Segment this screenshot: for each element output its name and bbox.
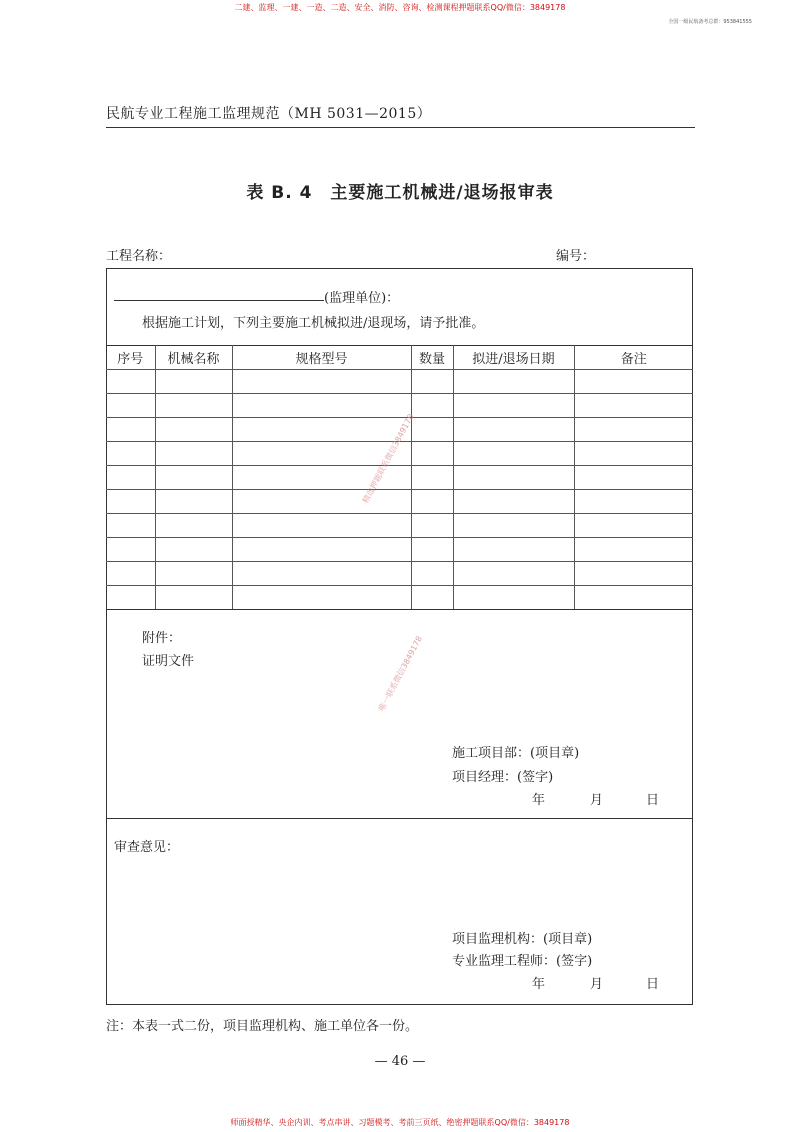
bottom-promo-banner: 师面授精华、央企内训、考点串讲、习题模考、考前三页纸、绝密押题联系QQ/微信：3849178 bbox=[230, 1118, 570, 1127]
table-cell bbox=[453, 586, 574, 610]
table-row bbox=[106, 394, 693, 418]
table-cell bbox=[411, 394, 453, 418]
table-cell bbox=[232, 562, 411, 586]
table-cell bbox=[106, 394, 155, 418]
table-cell bbox=[155, 490, 232, 514]
table-cell bbox=[453, 370, 574, 394]
table-cell bbox=[574, 514, 693, 538]
addressee-blank-line bbox=[114, 300, 324, 301]
table-cell bbox=[453, 394, 574, 418]
table-row bbox=[106, 490, 693, 514]
table-cell bbox=[574, 394, 693, 418]
table-row bbox=[106, 538, 693, 562]
table-cell bbox=[411, 586, 453, 610]
table-cell bbox=[106, 418, 155, 442]
review-date-day: 日 bbox=[646, 977, 660, 992]
table-cell bbox=[232, 514, 411, 538]
table-row bbox=[106, 370, 693, 394]
table-cell bbox=[106, 538, 155, 562]
table-cell bbox=[106, 466, 155, 490]
table-cell bbox=[411, 442, 453, 466]
date-day: 日 bbox=[646, 793, 660, 808]
section-divider bbox=[106, 818, 693, 819]
table-cell bbox=[106, 514, 155, 538]
table-cell bbox=[574, 466, 693, 490]
table-cell bbox=[232, 394, 411, 418]
running-header: 民航专业工程施工监理规范（MH 5031—2015） bbox=[106, 106, 432, 122]
table-cell bbox=[453, 466, 574, 490]
table-cell bbox=[106, 370, 155, 394]
date-month: 月 bbox=[590, 793, 604, 808]
table-cell bbox=[155, 418, 232, 442]
table-row bbox=[106, 514, 693, 538]
contractor-dept-seal: 施工项目部：(项目章) bbox=[452, 746, 580, 761]
table-cell bbox=[411, 370, 453, 394]
table-cell bbox=[155, 394, 232, 418]
table-row bbox=[106, 586, 693, 610]
table-cell bbox=[155, 562, 232, 586]
corner-note: 全国一级民航备考总群：953841555 bbox=[668, 19, 752, 25]
review-date-year: 年 bbox=[532, 977, 546, 992]
page-number: — 46 — bbox=[374, 1054, 426, 1069]
table-cell bbox=[106, 490, 155, 514]
machine-table bbox=[106, 345, 693, 610]
table-cell bbox=[574, 418, 693, 442]
table-cell bbox=[106, 562, 155, 586]
table-cell bbox=[453, 562, 574, 586]
table-header-row bbox=[106, 346, 693, 370]
top-promo-banner: 二建、监理、一建、一造、二造、安全、消防、咨询、检测课程押题联系QQ/微信：3849178 bbox=[234, 3, 566, 12]
table-cell bbox=[574, 586, 693, 610]
header-rule bbox=[106, 127, 695, 128]
table-cell bbox=[574, 490, 693, 514]
table-row bbox=[106, 562, 693, 586]
col-header-machine-name: 机械名称 bbox=[155, 346, 232, 370]
table-cell bbox=[232, 418, 411, 442]
table-cell bbox=[411, 562, 453, 586]
watermark: 精选押题联系微信3849178 bbox=[360, 412, 416, 505]
table-cell bbox=[155, 466, 232, 490]
form-title: 表 B. 4 主要施工机械进/退场报审表 bbox=[246, 183, 554, 203]
table-cell bbox=[411, 466, 453, 490]
request-intro: 根据施工计划，下列主要施工机械拟进/退现场，请予批准。 bbox=[142, 316, 485, 331]
table-cell bbox=[453, 490, 574, 514]
table-cell bbox=[453, 514, 574, 538]
table-cell bbox=[232, 586, 411, 610]
col-header-remarks: 备注 bbox=[574, 346, 693, 370]
attachment-item: 证明文件 bbox=[142, 654, 195, 669]
footnote: 注：本表一式二份，项目监理机构、施工单位各一份。 bbox=[106, 1019, 419, 1034]
review-opinion-label: 审查意见： bbox=[114, 840, 180, 855]
supervision-engineer-signature: 专业监理工程师：(签字) bbox=[452, 954, 593, 969]
supervision-org-seal: 项目监理机构：(项目章) bbox=[452, 932, 593, 947]
table-cell bbox=[232, 490, 411, 514]
table-cell bbox=[232, 538, 411, 562]
table-cell bbox=[106, 442, 155, 466]
table-cell bbox=[411, 490, 453, 514]
review-date-month: 月 bbox=[590, 977, 604, 992]
table-cell bbox=[106, 586, 155, 610]
table-cell bbox=[411, 538, 453, 562]
project-name-label: 工程名称： bbox=[106, 249, 172, 264]
table-cell bbox=[574, 370, 693, 394]
watermark: 唯一联系微信3849178 bbox=[376, 634, 425, 713]
table-cell bbox=[574, 562, 693, 586]
table-cell bbox=[155, 514, 232, 538]
table-cell bbox=[155, 442, 232, 466]
col-header-entry-exit-date: 拟进/退场日期 bbox=[453, 346, 574, 370]
table-cell bbox=[155, 370, 232, 394]
table-row bbox=[106, 466, 693, 490]
date-year: 年 bbox=[532, 793, 546, 808]
table-cell bbox=[453, 538, 574, 562]
table-cell bbox=[411, 418, 453, 442]
table-cell bbox=[232, 370, 411, 394]
table-cell bbox=[155, 538, 232, 562]
table-cell bbox=[411, 514, 453, 538]
project-manager-signature: 项目经理：(签字) bbox=[452, 770, 554, 785]
col-header-seq: 序号 bbox=[106, 346, 155, 370]
number-label: 编号： bbox=[556, 249, 596, 264]
col-header-spec-model: 规格型号 bbox=[232, 346, 411, 370]
table-cell bbox=[574, 442, 693, 466]
attachment-label: 附件： bbox=[142, 631, 182, 646]
table-cell bbox=[574, 538, 693, 562]
col-header-quantity: 数量 bbox=[411, 346, 453, 370]
table-cell bbox=[155, 586, 232, 610]
table-cell bbox=[453, 418, 574, 442]
addressee-suffix: (监理单位)： bbox=[324, 291, 400, 306]
table-cell bbox=[453, 442, 574, 466]
